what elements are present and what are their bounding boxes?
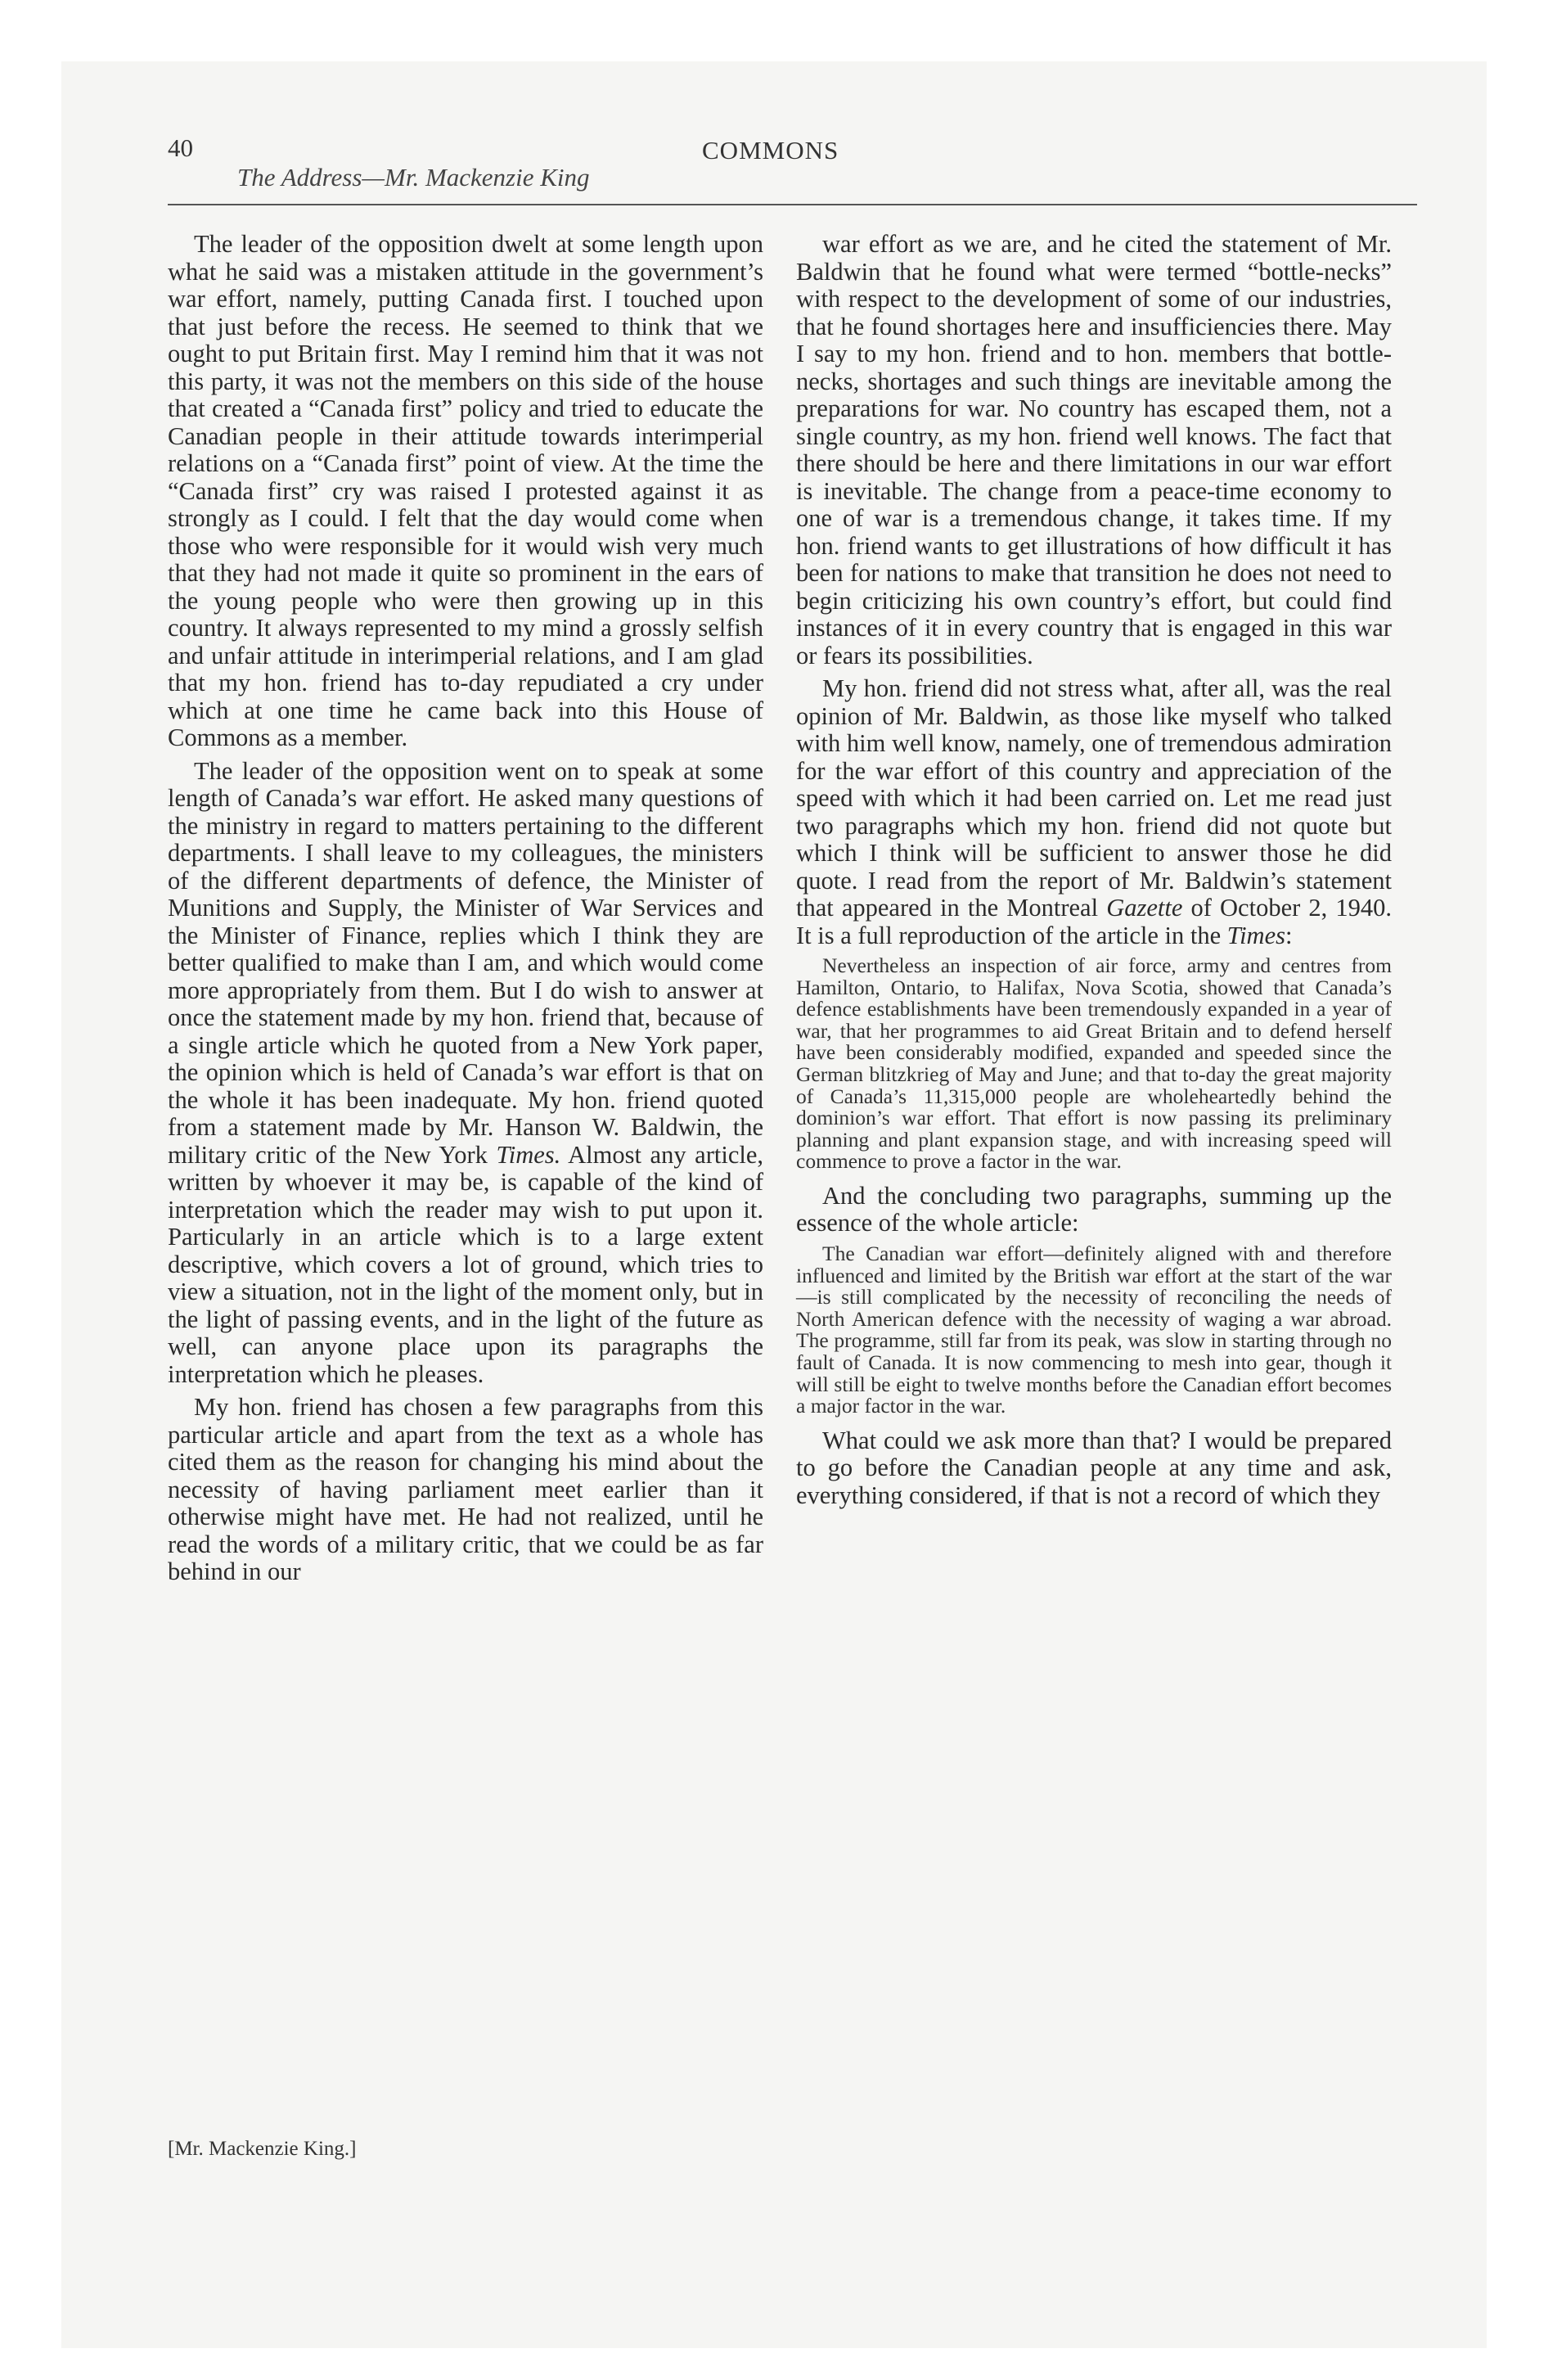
paragraph bbox=[168, 758, 763, 1389]
text-run: My hon. friend did not stress what, after all, was the real opinion of Mr. Baldwin, as those like myself who talked with him well know, namely, one of tremendous admiration for the war effort of this country and appreciation of the speed with which it had been carried on. Let me read just two paragraphs which my hon. friend did not quote but which I think will be sufficient to answer those he did quote. I read from the report of Mr. Baldwin’s statement that appeared in the Montreal bbox=[796, 674, 1392, 922]
paragraph bbox=[796, 675, 1392, 949]
text-run: The leader of the opposition went on to speak at some length of Canada’s war effort. He asked many questions of the ministry in regard to matters pertaining to the different departments. I shall leave to my colleagues, the ministers of the different departments of defence, the Minister of Munitions and Supply, the Minister of War Services and the Minister of Finance, replies which I think they are better qualified to make than I am, and which would come more appropriately from them. But I do wish to answer at once the statement made by my hon. friend that, because of a single article which he quoted from a New York paper, the opinion which is held of Canada’s war effort is that on the whole it has been inadequate. My hon. friend quoted from a statement made by Mr. Hanson W. Baldwin, the military critic of the New York bbox=[168, 756, 763, 1169]
italic-text: Times. bbox=[496, 1140, 561, 1169]
paragraph: My hon. friend has chosen a few paragraphs from this particular article and apart from the text as a whole has cited them as the reason for changing his mind about the necessity of having parliament meet earlier than it otherwise might have met. He had not realized, until he read the words of a military critic, that we could be as far behind in our bbox=[168, 1393, 763, 1585]
quotation: Nevertheless an inspection of air force, army and centres from Hamilton, Ontario, to Halifax, Nova Scotia, showed that Canada’s defence establishments have been tremendously expanded in a year of war, that her programmes to aid Great Britain and to defend herself have been considerably modified, expanded and speeded since the German blitzkrieg of May and June; and that to-day the great majority of Canada’s 11,315,000 people are wholeheartedly behind the dominion’s war effort. That effort is now passing its preliminary planning and plant expansion stage, and with increasing speed will commence to prove a factor in the war. bbox=[796, 953, 1392, 1174]
italic-text: Times bbox=[1226, 921, 1285, 949]
quotation: The Canadian war effort—definitely aligned with and therefore influenced and limited by the British war effort at the start of the war—is still complicated by the necessity of reconciling the needs of North American defence with the necessity of waging a war abroad. The programme, still far from its peak, was slow in starting through no fault of Canada. It is now commencing to mesh into gear, though it will still be eight to twelve months before the Canadian effort becomes a major factor in the war. bbox=[796, 1241, 1392, 1418]
text-run: of October 2, 1940. It is a full reproduction of the article in the bbox=[796, 894, 1393, 949]
speaker-signoff: [Mr. Mackenzie King.] bbox=[168, 2138, 357, 2160]
header-rule bbox=[168, 204, 1417, 205]
section-label: COMMONS bbox=[702, 136, 839, 165]
page-number: 40 bbox=[168, 133, 193, 162]
text-run: Almost any article, written by whoever it may be, is capable of the kind of interpretation which the reader may wish to put upon it. Particularly in an article which is to a large extent descriptive, which covers a lot of ground, which tries to view a situation, not in the light of the moment only, but in the light of passing events, and in the light of the future as well, can anyone place upon its paragraphs the interpretation which he pleases. bbox=[168, 1140, 763, 1388]
left-column bbox=[168, 231, 763, 1592]
italic-text: Gazette bbox=[1106, 894, 1183, 922]
running-head: The Address—Mr. Mackenzie King bbox=[237, 163, 590, 192]
paragraph: And the concluding two paragraphs, summing up the essence of the whole article: bbox=[796, 1181, 1392, 1237]
text-run: : bbox=[1285, 921, 1293, 949]
paragraph: war effort as we are, and he cited the statement of Mr. Baldwin that he found what were termed “bottle-necks” with respect to the development of some of our industries, that he found shortages here and insufficiencies there. May I say to my hon. friend and to hon. members that bottle-necks, shortages and such things are inevitable among the preparations for war. No country has escaped them, not a single country, as my hon. friend well knows. The fact that there should be here and there limitations in our war effort is inevitable. The change from a peace-time economy to one of war is a tremendous change, it takes time. If my hon. friend wants to get illustrations of how difficult it has been for nations to make that transition he does not need to begin criticizing his own country’s effort, but could find instances of it in every country that is engaged in this war or fears its possibilities. bbox=[796, 230, 1392, 669]
paragraph: What could we ask more than that? I would be prepared to go before the Canadian people at any time and ask, everything considered, if that is not a record of which they bbox=[796, 1426, 1392, 1509]
right-column bbox=[796, 231, 1392, 1515]
paragraph: The leader of the opposition dwelt at some length upon what he said was a mistaken attitude in the government’s war effort, namely, putting Canada first. I touched upon that just before the recess. He seemed to think that we ought to put Britain first. May I remind him that it was not this party, it was not the members on this side of the house that created a “Canada first” policy and tried to educate the Canadian people in their attitude towards interimperial relations on a “Canada first” point of view. At the time the “Canada first” cry was raised I protested against it as strongly as I could. I felt that the day would come when those who were responsible for it would wish very much that they had not made it quite so prominent in the ears of the young people who were then growing up in this country. It always represented to my mind a grossly selfish and unfair attitude in interimperial relations, and I am glad that my hon. friend has to-day repudiated a cry under which at one time he came back into this House of Commons as a member. bbox=[168, 230, 763, 751]
